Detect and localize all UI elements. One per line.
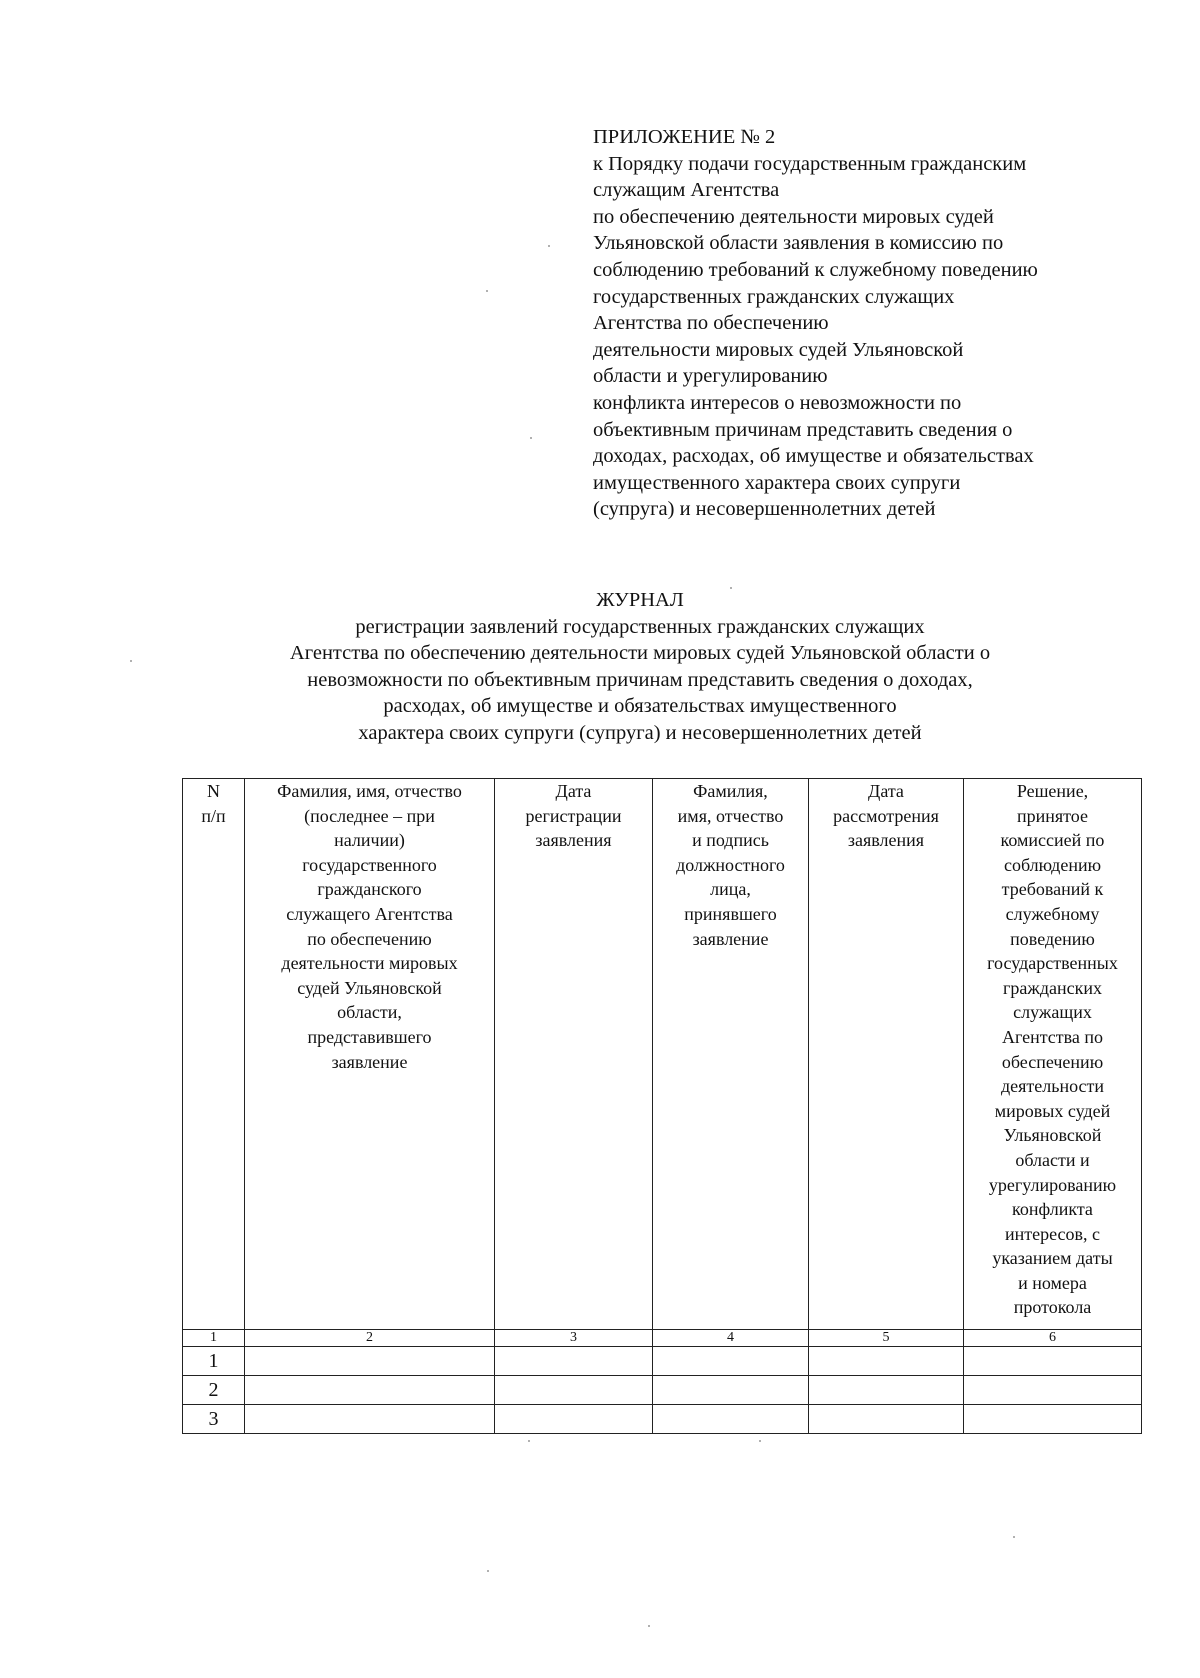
table-cell [809,1376,964,1405]
scan-speck [486,290,488,292]
column-header-line: служебному [1005,903,1100,924]
column-header-line: Решение, [1016,781,1089,801]
column-header [245,779,495,1330]
column-header-line: интересов, с [1004,1223,1101,1244]
column-header [964,779,1142,1330]
journal-subtitle-line: расходах, об имуществе и обязательствах имущественного [383,695,897,717]
column-header [653,779,809,1330]
column-header-line: деятельности [1000,1076,1105,1097]
column-header [183,779,245,1330]
appendix-line: ПРИЛОЖЕНИЕ № 2 [593,126,776,148]
scan-speck [648,1625,650,1627]
column-header-line: служащего Агентства [286,903,453,924]
table-cell [245,1405,495,1434]
column-header-line: заявление [692,928,769,949]
column-header-line: области, [337,1002,402,1023]
table-row [183,1376,1142,1405]
appendix-line: по обеспечению деятельности мировых судей [593,205,994,228]
appendix-line: Агентства по обеспечению [593,312,829,335]
column-header-line: соблюдению [1003,854,1102,875]
scan-speck [730,587,732,589]
journal-subtitle-line: невозможности по объективным причинам представить сведения о доходах, [307,668,973,691]
column-number: 6 [964,1330,1142,1347]
column-header-line: заявление [331,1051,408,1072]
table-cell [809,1347,964,1376]
column-header-line: требований к [1001,879,1104,900]
column-header-line: деятельности мировых [281,953,458,974]
column-header-line: и подпись [692,830,769,851]
table-row [183,1347,1142,1376]
column-number-row [183,1330,1142,1347]
scan-speck [530,437,532,439]
journal-title: ЖУРНАЛ [596,589,684,611]
table-cell [964,1347,1142,1376]
column-header-line: наличии) [334,830,405,851]
scan-speck [487,1570,489,1572]
column-header-line: Дата [868,781,904,801]
column-header-line: Дата [555,781,592,801]
column-header-line: по обеспечению [307,928,432,949]
table-cell [245,1376,495,1405]
column-header-line: служащих [1013,1002,1092,1023]
table-cell [809,1405,964,1434]
column-header-line: Фамилия, [693,781,768,801]
column-header-line: Агентства по [1001,1026,1104,1047]
column-header-line: поведению [1010,928,1095,949]
column-header-line: государственных [987,953,1118,974]
appendix-line: объективным причинам представить сведения о [593,418,1013,441]
appendix-line: служащим Агентства [593,179,780,202]
scan-speck [548,245,550,247]
scan-speck [759,1440,761,1442]
column-header-line: принявшего [684,903,777,924]
column-header-line: заявления [535,830,612,851]
appendix-line: доходах, расходах, об имуществе и обязательствах [593,445,1034,468]
column-header-line: государственного [302,854,437,875]
column-header-line: лица, [710,879,751,900]
journal-table [182,778,1142,1434]
column-header-line: представившего [307,1026,432,1047]
column-header-line: указанием даты [992,1248,1113,1269]
journal-subtitle-line: характера своих супруги (супруга) и несовершеннолетних детей [358,721,922,744]
column-header [495,779,653,1330]
table-cell [964,1405,1142,1434]
journal-subtitle [180,614,1100,747]
appendix-header [593,124,1153,523]
appendix-line: деятельности мировых судей Ульяновской [593,338,964,361]
column-number: 4 [653,1330,809,1347]
column-header-line: гражданского [317,879,422,900]
column-header-line: урегулированию [988,1174,1117,1195]
scan-speck [130,660,132,662]
table-cell [495,1405,653,1434]
column-header-line: должностного [676,854,785,875]
appendix-line: области и урегулированию [593,365,828,388]
table-cell [653,1347,809,1376]
column-header-line: комиссией по [1000,830,1105,851]
row-number-cell: 3 [183,1405,245,1434]
column-header-line: конфликта [1012,1199,1093,1220]
appendix-line: имущественного характера своих супруги [593,471,961,494]
row-number-cell: 1 [183,1347,245,1376]
column-header-line: протокола [1013,1297,1092,1318]
column-header-line: обеспечению [1001,1051,1104,1072]
column-header-line: области и [1015,1149,1090,1170]
column-header-line: принятое [1016,805,1088,826]
row-number-cell: 2 [183,1376,245,1405]
column-header [809,779,964,1330]
appendix-line: к Порядку подачи государственным гражданским [593,152,1027,175]
column-number: 5 [809,1330,964,1347]
column-header-line: регистрации [525,805,622,826]
column-header-line: заявления [847,830,925,851]
table-header-row [183,779,1142,1330]
column-header-line: рассмотрения [833,805,939,826]
table-cell [245,1347,495,1376]
column-header-line: имя, отчество [677,805,784,826]
column-number: 2 [245,1330,495,1347]
table-cell [653,1405,809,1434]
appendix-line: государственных гражданских служащих [593,285,955,308]
column-header-line: Фамилия, имя, отчество [277,781,462,801]
journal-subtitle-line: регистрации заявлений государственных гражданских служащих [355,615,925,638]
column-header-line: мировых судей [994,1100,1111,1121]
column-header-line: N [207,781,220,801]
table-row [183,1405,1142,1434]
column-header-line: и номера [1018,1272,1087,1293]
scan-speck [528,1440,530,1442]
table-cell [495,1347,653,1376]
column-header-line: судей Ульяновской [297,977,442,998]
column-header-line: (последнее – при [304,805,435,826]
column-header-line: Ульяновской [1003,1125,1102,1146]
table-cell [653,1376,809,1405]
appendix-line: Ульяновской области заявления в комиссию по [593,232,1004,255]
appendix-line: конфликта интересов о невозможности по [593,391,962,414]
column-number: 3 [495,1330,653,1347]
table-cell [964,1376,1142,1405]
table-cell [495,1376,653,1405]
appendix-line: (супруга) и несовершеннолетних детей [593,498,936,521]
scan-speck [1013,1536,1015,1538]
column-header-line: п/п [201,805,226,826]
journal-subtitle-line: Агентства по обеспечению деятельности мировых судей Ульяновской области о [289,642,991,664]
journal-title-block [180,587,1100,746]
column-number: 1 [183,1330,245,1347]
appendix-line: соблюдению требований к служебному поведению [593,258,1038,281]
column-header-line: гражданских [1003,977,1102,998]
